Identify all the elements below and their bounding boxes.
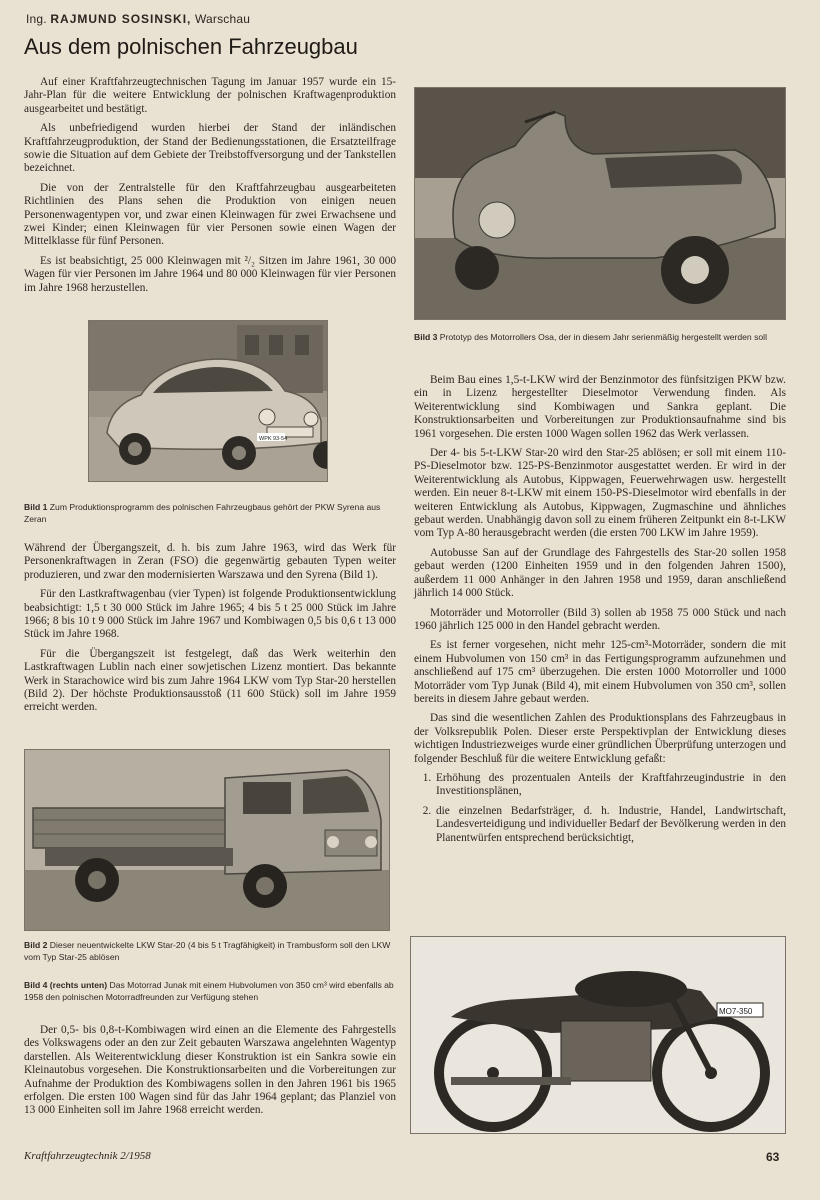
figure-3-label: Bild 3 xyxy=(414,332,438,342)
paragraph: Für die Übergangszeit ist festgelegt, daß das Werk weiterhin den Lastkraftwagen Lublin nach einer sowjetischen Lizenz montiert. Das bekannte Werk in Starachowice wird bis zum Jahre 1964 LKW vom Typ Star-20 herstellen (Bild 2). Der höchste Produktionsausstoß (11 600 Stück) soll im Jahre 1959 erreicht werden. xyxy=(24,647,396,714)
fig1-plate-text: WPK 93-54 xyxy=(259,436,288,442)
junak-motorcycle-illustration xyxy=(411,937,785,1133)
figure-4-caption-text: Das Motorrad Junak mit einem Hubvolumen von 350 cm³ wird ebenfalls ab 1958 den polnischen Motorradfreunden zur Verfügung stehen xyxy=(24,980,394,1002)
paragraph: Auf einer Kraftfahrzeugtechnischen Tagung im Januar 1957 wurde ein 15-Jahr-Plan für die weitere Entwicklung der polnischen Kraftwagenproduktion ausgearbeitet und bestätigt. xyxy=(24,76,396,115)
left-middle-text xyxy=(24,542,396,721)
figure-4-label: Bild 4 (rechts unten) xyxy=(24,980,108,990)
figure-3-caption-text: Prototyp des Motorrollers Osa, der in diesem Jahr serienmäßig hergestellt werden soll xyxy=(439,332,767,342)
author-name: RAJMUND SOSINSKI, xyxy=(50,12,192,26)
syrena-car-illustration xyxy=(89,321,327,481)
figure-1-caption-text: Zum Produktionsprogramm des polnischen Fahrzeugbaus gehört der PKW Syrena aus Zeran xyxy=(24,502,381,524)
author-city: Warschau xyxy=(194,12,251,26)
author-prefix: Ing. xyxy=(26,12,47,26)
paragraph: Motorräder und Motorroller (Bild 3) sollen ab 1958 75 000 Stück und nach 1960 jährlich 125 000 in den Handel gebracht werden. xyxy=(414,606,786,632)
figure-2-label: Bild 2 xyxy=(24,940,48,950)
figure-3-photo xyxy=(414,87,786,320)
figure-2-caption xyxy=(24,939,396,963)
paragraph: Während der Übergangszeit, d. h. bis zum Jahre 1963, wird das Werk für Personenkraftwagen in Zeran (FSO) die gegenwärtig gebauten Typen weiter produzieren, und zwar den modernisierten Warszawa und den Syrena (Bild 1). xyxy=(24,542,396,581)
osa-scooter-illustration xyxy=(415,88,785,319)
figure-3-caption xyxy=(414,331,786,343)
paragraph: Es ist beabsichtigt, 25 000 Kleinwagen mit ²/₂ Sitzen im Jahre 1961, 30 000 Wagen für vier Personen im Jahre 1964 und 80 000 Kleinwagen für vier Personen im Jahre 1968 herzustellen. xyxy=(24,254,396,294)
star-20-truck-illustration xyxy=(25,750,389,930)
fig4-plate-text: MO7-350 xyxy=(719,1007,753,1016)
paragraph: Für den Lastkraftwagenbau (vier Typen) ist folgende Produktionsentwicklung beabsichtigt: 1,5 t 30 000 Stück im Jahre 1965; 4 bis 5 t 25 000 Stück im Jahre 1966; 8 bis 10 t 9 000 Stück im Jahre 1967 und Kombiwagen 0,5 bis 0,6 t 13 000 Stück im Jahre 1968. xyxy=(24,588,396,641)
figure-2-caption-text: Dieser neuentwickelte LKW Star-20 (4 bis 5 t Tragfähigkeit) in Trambusform soll den LKW vom Typ Star-25 ablösen xyxy=(24,940,391,962)
paragraph: Als unbefriedigend wurden hierbei der Stand der inländischen Kraftfahrzeugproduktion, der Stand der Bedienungsstationen, die Ersatzteilfrage sowie die Situation auf dem Gebiete der Treibstoffversorgung und der Tankstellen bezeichnet. xyxy=(24,122,396,175)
paragraph: Beim Bau eines 1,5-t-LKW wird der Benzinmotor des fünfsitzigen PKW bzw. ein in Lizenz hergestellter Dieselmotor Verwendung finden. Als Weiterentwicklung sind Kombiwagen und Sankra geplant. Die Konstruktionsarbeiten und Vorbereitungen zur Produktionsaufnahme sind bis 1961 vorgesehen. Die ersten 1000 Wagen sollen 1962 das Werk verlassen. xyxy=(414,374,786,440)
list-item: 1. Erhöhung des prozentualen Anteils der Kraftfahrzeugindustrie in den Investitionsplänen, xyxy=(434,772,786,799)
author-line xyxy=(26,12,250,26)
paragraph: Es ist ferner vorgesehen, nicht mehr 125-cm³-Motorräder, sondern die mit einem Hubvolumen von 150 cm³ in das Fertigungsprogramm aufzunehmen und anschließend auf 175 cm³ überzugehen. Die ersten 1000 Motorroller und 1000 Motorräder vom Typ Junak (Bild 4), mit einem Hubvolumen von 350 cm³, sollen bereits in diesem Jahre gebaut werden. xyxy=(414,639,786,705)
paragraph: Die von der Zentralstelle für den Kraftfahrzeugbau ausgearbeiteten Richtlinien des Plans sehen die Produktion von einigen neuen Personenwagentypen vor, und zwar einen Kleinwagen für zwei Erwachsene und zwei Kinder; einen Kleinwagen für vier Personen sowie einen Wagen der Mittelklasse für fünf Personen. xyxy=(24,181,396,248)
left-intro-text xyxy=(24,76,396,301)
right-column-text xyxy=(414,374,786,851)
paragraph: Autobusse San auf der Grundlage des Fahrgestells des Star-20 sollen 1958 gebaut werden (1200 Einheiten 1959 und in den folgenden Jahren 1500), außerdem 11 000 Anhänger in den Jahren 1958 und 1959, daran anschließend jährlich 14 000 Stück. xyxy=(414,546,786,600)
paragraph: Das sind die wesentlichen Zahlen des Produktionsplans des Fahrzeugbaus in der Volksrepublik Polen. Dieser erste Perspektivplan der Entwicklung dieses wichtigen Industriezweiges wurde einer gründlichen Überprüfung unterzogen und folgender Beschluß für die weitere Entwicklung gefaßt: xyxy=(414,712,786,765)
list-item: 2. die einzelnen Bedarfsträger, d. h. Industrie, Handel, Landwirtschaft, Landesverteidigung und individueller Bedarf der Bevölkerung werden in den Planentwürfen entsprechend berücksichtigt, xyxy=(434,805,786,845)
figure-1-label: Bild 1 xyxy=(24,502,48,512)
figure-4-photo xyxy=(410,936,786,1134)
figure-1-caption xyxy=(24,501,396,525)
left-bottom-text xyxy=(24,1024,396,1124)
article-title: Aus dem polnischen Fahrzeugbau xyxy=(24,34,358,59)
decision-list xyxy=(414,772,786,845)
page-number: 63 xyxy=(766,1150,780,1164)
paragraph: Der 4- bis 5-t-LKW Star-20 wird den Star-25 ablösen; er soll mit einem 110-PS-Dieselmotor bzw. 125-PS-Benzinmotor ausgestattet werden. Er wird in der Weiterentwicklung als Autobus, Kippwagen, Feuerwehrwagen usw. hergestellt werden. Ein neuer 8-t-LKW mit einem 150-PS-Dieselmotor wird ebenfalls in der weiteren Entwicklung als Autobus, Kippwagen, Zugmaschine und ähnliches gebaut werden. Unabhängig davon soll zu einem früheren Zeitpunkt ein 8-t-LKW vom Typ A-80 herausgebracht werden (die ersten 700 LKW im Jahre 1959). xyxy=(414,447,786,540)
journal-footer: Kraftfahrzeugtechnik 2/1958 xyxy=(24,1150,151,1162)
figure-2-photo xyxy=(24,749,390,931)
figure-4-caption xyxy=(24,979,396,1003)
figure-1-photo xyxy=(88,320,328,482)
paragraph: Der 0,5- bis 0,8-t-Kombiwagen wird einen an die Elemente des Fahrgestells des Volkswagens oder an den zur Zeit gebauten Warszawa angelehnten Wagentyp darstellen. Als Weiterentwicklung dieser Konstruktion ist ein Sankra sowie ein Kleinautobus vorgesehen. Die Konstruktionsarbeiten und die Vorbereitungen zur Aufnahme der Produktion des Kombiwagens sollen in den Jahren 1961 bis 1965 erfolgen. Die ersten 100 Wagen sind für das Jahr 1964 geplant; das Planziel von 13 000 Einheiten soll im Jahre 1968 erreicht werden. xyxy=(24,1024,396,1117)
